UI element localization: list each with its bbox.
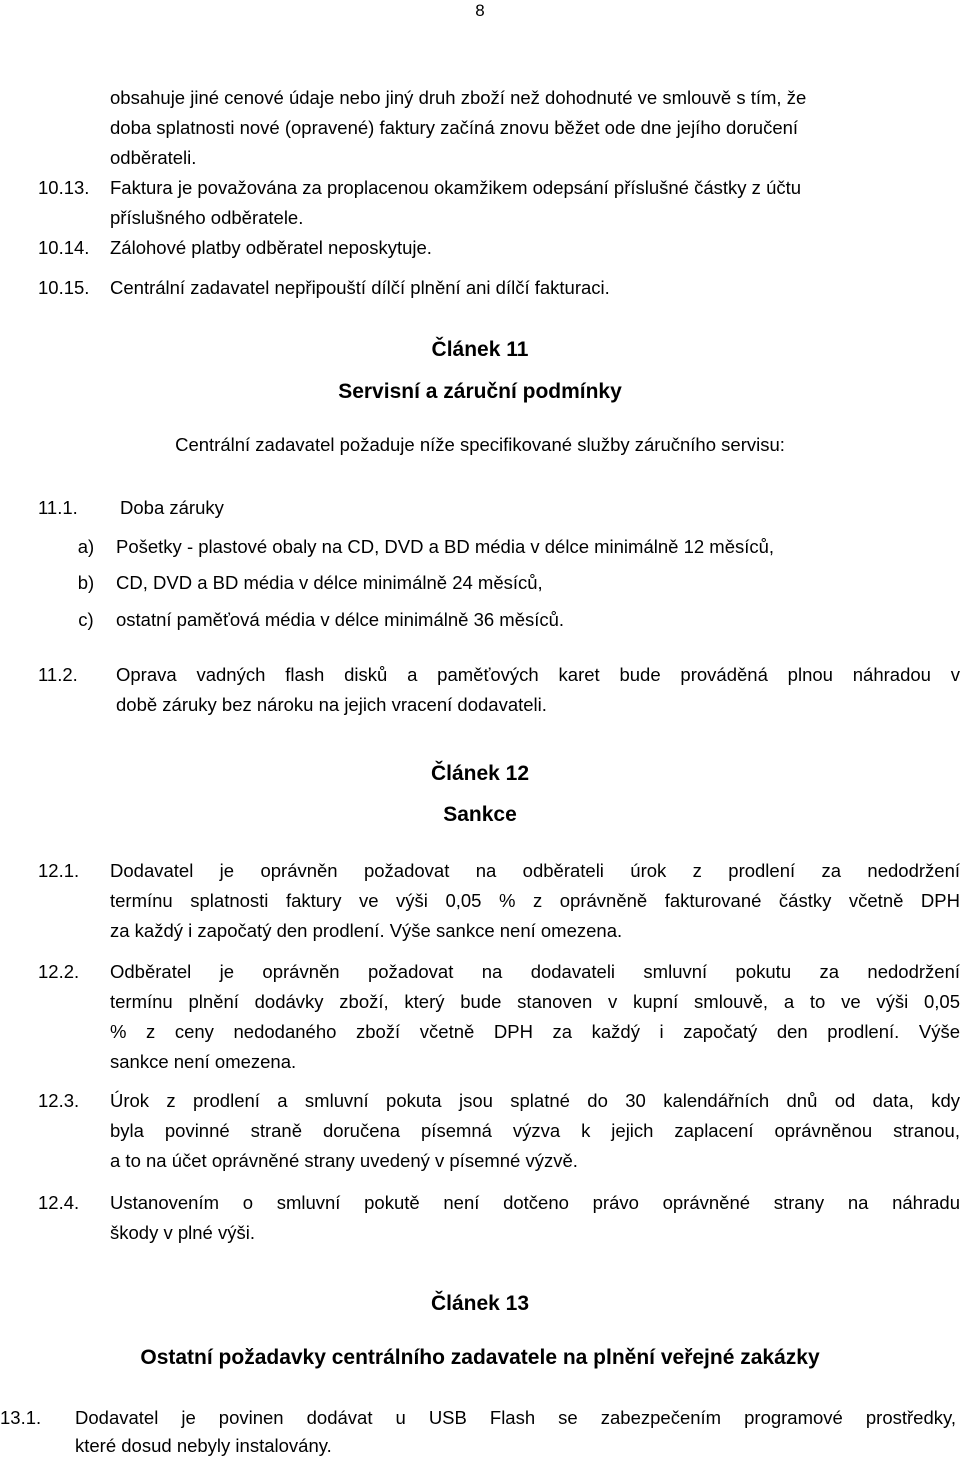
text-line: Faktura je považována za proplacenou okamžikem odepsání příslušné částky z účtu xyxy=(110,177,802,198)
clause-number: 12.3. xyxy=(38,1090,80,1111)
text-line: termínu splatnosti faktury ve výši 0,05 % z oprávněně fakturované částky včetně DPH xyxy=(110,890,960,911)
text-line: škody v plné výši. xyxy=(110,1222,255,1243)
clause-number: 11.1. xyxy=(38,497,78,518)
text-line: Oprava vadných flash disků a paměťových karet bude prováděná plnou náhradou v xyxy=(116,664,960,685)
text-line: termínu plnění dodávky zboží, který bude stanoven v kupní smlouvě, a to ve výši 0,05 xyxy=(110,991,960,1012)
list-item xyxy=(68,569,938,597)
text-line: době záruky bez nároku na jejich vracení dodavateli. xyxy=(116,694,547,715)
list-item xyxy=(68,606,938,634)
clause-11-2 xyxy=(38,660,960,720)
text-line: odběrateli. xyxy=(110,147,197,168)
clause-text: Zálohové platby odběratel neposkytuje. xyxy=(110,237,432,258)
article-11-subtitle: Servisní a záruční podmínky xyxy=(338,380,622,403)
article-13-title: Článek 13 xyxy=(430,1292,530,1315)
clause-12-4 xyxy=(38,1188,960,1248)
clause-number: 10.15. xyxy=(38,277,90,298)
article-11-title: Článek 11 xyxy=(431,338,529,361)
list-item-text: CD, DVD a BD média v délce minimálně 24 měsíců, xyxy=(116,572,543,593)
article-12-subtitle: Sankce xyxy=(443,803,517,826)
list-item-text: Pošetky - plastové obaly na CD, DVD a BD média v délce minimálně 12 měsíců, xyxy=(116,536,775,557)
text-line: obsahuje jiné cenové údaje nebo jiný druh zboží než dohodnuté ve smlouvě s tím, že xyxy=(110,87,807,108)
clause-number: 12.1. xyxy=(38,860,80,881)
text-line: za každý i započatý den prodlení. Výše sankce není omezena. xyxy=(110,920,623,941)
text-line: a to na účet oprávněné strany uvedený v písemné výzvě. xyxy=(110,1150,578,1171)
clause-text: Centrální zadavatel nepřipouští dílčí plnění ani dílčí fakturaci. xyxy=(110,277,610,298)
article-11-intro: Centrální zadavatel požaduje níže specifikované služby záručního servisu: xyxy=(175,434,785,455)
text-line: Ustanovením o smluvní pokutě není dotčeno právo oprávněné strany na náhradu xyxy=(110,1192,960,1213)
clause-12-2 xyxy=(38,957,960,1077)
clause-title: Doba záruky xyxy=(120,497,224,518)
list-item-label: b) xyxy=(77,572,95,593)
article-12-title: Článek 12 xyxy=(430,762,530,785)
clause-11-1 xyxy=(38,493,918,523)
text-line: Dodavatel je oprávněn požadovat na odběrateli úrok z prodlení za nedodržení xyxy=(110,860,960,881)
clause-10-13 xyxy=(38,173,960,233)
list-item-text: ostatní paměťová média v délce minimálně 36 měsíců. xyxy=(116,609,565,630)
clause-number: 10.13. xyxy=(38,177,90,198)
clause-number: 11.2. xyxy=(38,664,78,685)
text-line: sankce není omezena. xyxy=(110,1051,297,1072)
text-line: Odběratel je oprávněn požadovat na dodavateli smluvní pokutu za nedodržení xyxy=(110,961,960,982)
clause-12-3 xyxy=(38,1086,960,1176)
text-line: které dosud nebyly instalovány. xyxy=(75,1435,332,1456)
text-line: Úrok z prodlení a smluvní pokuta jsou splatné do 30 kalendářních dnů od data, kdy xyxy=(110,1090,960,1111)
article-13-subtitle: Ostatní požadavky centrálního zadavatele na plnění veřejné zakázky xyxy=(140,1346,820,1369)
clause-10-14 xyxy=(38,233,960,263)
text-line: doba splatnosti nové (opravené) faktury začíná znovu běžet ode dne jejího doručení xyxy=(110,117,799,138)
clause-number: 12.4. xyxy=(38,1192,80,1213)
text-line: Dodavatel je povinen dodávat u USB Flash se zabezpečením programové prostředky, xyxy=(75,1407,956,1428)
text-line: byla povinné straně doručena písemná výzva k jejich zaplacení oprávněnou stranou, xyxy=(110,1120,960,1141)
list-item-label: a) xyxy=(77,536,95,557)
clause-number: 12.2. xyxy=(38,961,80,982)
clause-10-15 xyxy=(38,273,960,303)
list-item-label: c) xyxy=(78,609,94,630)
page-number: 8 xyxy=(475,1,485,20)
intro-paragraph xyxy=(110,83,960,173)
text-line: příslušného odběratele. xyxy=(110,207,304,228)
clause-12-1 xyxy=(38,856,960,946)
clause-number: 13.1. xyxy=(0,1407,42,1428)
clause-13-1 xyxy=(0,1404,958,1460)
text-line: % z ceny nedodaného zboží včetně DPH za každý i započatý den prodlení. Výše xyxy=(110,1021,960,1042)
clause-number: 10.14. xyxy=(38,237,90,258)
list-item xyxy=(68,533,938,561)
